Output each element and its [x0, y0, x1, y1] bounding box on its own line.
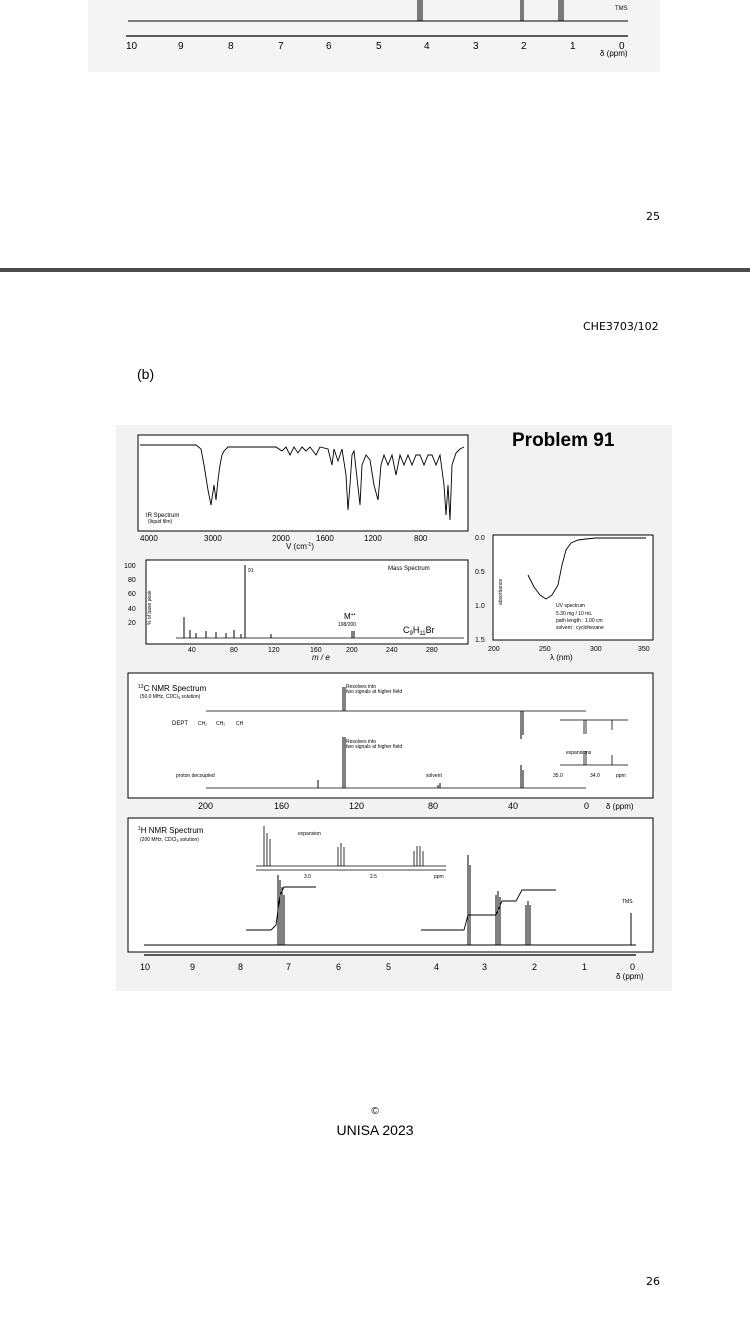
c13-subtitle-text: (50.0 MHz, CDCl: [140, 694, 178, 700]
h1-xtick: 3: [482, 962, 488, 972]
top-tick: 10: [126, 41, 138, 52]
c13-title-sup: 13: [138, 684, 144, 690]
h1-tms-label: TMS: [622, 899, 633, 905]
c13-dept-label: DEPT: [172, 721, 189, 727]
mass-ytick: 100: [124, 563, 136, 570]
mass-ytick: 20: [128, 620, 136, 627]
c13-resolves-note: Resolves into: [346, 684, 377, 690]
uv-xtick: 250: [539, 646, 551, 653]
mass-xtick: 160: [310, 647, 322, 654]
c13-dept-ch2b: CH₂: [216, 721, 226, 727]
copyright-symbol: ©: [371, 1106, 379, 1117]
page-number: 25: [646, 210, 660, 223]
mass-xtick: 120: [268, 647, 280, 654]
ir-axis-label-text: V (cm: [286, 542, 307, 551]
c13-xtick: 80: [428, 801, 439, 811]
uv-xtick: 300: [590, 646, 602, 653]
mass-title: Mass Spectrum: [388, 566, 430, 572]
mass-ytick: 60: [128, 591, 136, 598]
mass-xlabel: m / e: [312, 653, 330, 662]
footer: [0, 1103, 750, 1139]
c13-xtick: 0: [584, 801, 590, 811]
page-divider: [0, 268, 750, 272]
c13-solvent: solvent: [426, 773, 442, 779]
h1-axis-unit: δ (ppm): [616, 972, 644, 981]
ir-tick: 2000: [272, 534, 290, 543]
c13-expansions-label: expansions: [566, 750, 592, 756]
c13-proton-decoupled: proton decoupled: [176, 773, 215, 779]
ir-axis-label-close: ): [311, 542, 315, 551]
ir-sublabel: (liquid film): [148, 519, 173, 525]
top-tick: 9: [178, 41, 184, 52]
uv-xtick: 200: [488, 646, 500, 653]
ir-tick: 4000: [140, 534, 158, 543]
top-tick: 7: [278, 41, 284, 52]
h1-subtitle: [140, 837, 199, 843]
c13-xtick: 120: [349, 801, 365, 811]
formula-sub1: 9: [409, 631, 413, 637]
h1-xtick: 6: [336, 962, 342, 972]
c13-resolves-note: Resolves into: [346, 739, 377, 745]
top-tick: 6: [326, 41, 332, 52]
h1-title-sup: 1: [138, 826, 141, 832]
c13-xtick: 200: [198, 801, 214, 811]
c13-title-text: C NMR Spectrum: [143, 684, 207, 693]
top-tick: 8: [228, 41, 234, 52]
c13-resolves-note: two signals at higher field: [346, 744, 403, 750]
c13-exp-tick: 34.0: [590, 773, 600, 779]
page-number: 26: [646, 1275, 660, 1288]
h1-xtick: 9: [190, 962, 196, 972]
course-code: CHE3703/102: [583, 320, 659, 333]
h1-title: [138, 826, 204, 835]
formula-br: Br: [425, 625, 435, 635]
uv-ytick: 0.0: [475, 535, 485, 542]
c13-dept-ch2: CH₂: [198, 721, 208, 727]
uv-xtick: 350: [638, 646, 650, 653]
top-tick: 5: [376, 41, 382, 52]
mass-peak-label: 91: [248, 568, 254, 574]
top-spectrum-fragment: [88, 0, 660, 72]
uv-xlabel: λ (nm): [550, 653, 573, 662]
h1-xtick: 8: [238, 962, 244, 972]
uv-ytick: 1.5: [475, 637, 485, 644]
mass-ytick: 40: [128, 606, 136, 613]
problem-title: Problem 91: [512, 430, 615, 451]
c13-exp-tick: 35.0: [553, 773, 563, 779]
h1-subtitle-end: solution): [178, 837, 199, 843]
h1-expansion-label: expansion: [298, 831, 321, 837]
ir-tick: 800: [414, 534, 428, 543]
ir-tick: 1600: [316, 534, 334, 543]
spectra-figure: [116, 425, 672, 991]
h1-xtick: 4: [434, 962, 440, 972]
h1-exp-tick: 3.0: [304, 874, 311, 880]
c13-subtitle-end: solution): [180, 694, 201, 700]
h1-subtitle-text: (200 MHz, CDCl: [140, 837, 177, 843]
mass-xtick: 40: [188, 647, 196, 654]
c13-exp-tick: ppm: [616, 773, 626, 779]
c13-xtick: 40: [508, 801, 519, 811]
c13-axis-unit: δ (ppm): [606, 802, 634, 811]
uv-info: UV spectrum: [556, 603, 585, 609]
mass-xtick: 200: [346, 647, 358, 654]
mass-xtick: 80: [230, 647, 238, 654]
mass-ytick: 80: [128, 577, 136, 584]
h1-xtick: 10: [140, 962, 151, 972]
ir-tick: 3000: [204, 534, 222, 543]
h1-exp-tick: 2.5: [370, 874, 377, 880]
uv-ytick: 0.5: [475, 569, 485, 576]
h1-xtick: 7: [286, 962, 292, 972]
uv-info: path length : 1.00 cm: [556, 618, 603, 624]
h1-xtick: 0: [630, 962, 636, 972]
mass-ylabel: % of base peak: [147, 590, 153, 625]
mass-mplus-values: 198/200: [338, 622, 357, 628]
h1-title-text: H NMR Spectrum: [140, 826, 204, 835]
uv-info: 5.30 mg / 10 mL: [556, 611, 593, 617]
top-tick: 3: [473, 41, 479, 52]
h1-xtick: 5: [386, 962, 392, 972]
mass-xtick: 240: [386, 647, 398, 654]
mass-mplus-sup: +•: [350, 612, 356, 618]
top-tick: 2: [521, 41, 527, 52]
top-tick: 1: [570, 41, 576, 52]
mass-mplus-text: M: [344, 612, 351, 621]
c13-dept-ch: CH: [236, 721, 244, 727]
footer-org: UNISA 2023: [336, 1122, 414, 1138]
uv-ylabel: absorbance: [498, 578, 504, 605]
ir-axis-label-sup: -1: [306, 542, 312, 548]
formula-c: C: [403, 625, 410, 635]
h1-xtick: 1: [582, 962, 588, 972]
c13-resolves-note: two signals at higher field: [346, 689, 403, 695]
top-tms-label: TMS: [615, 6, 628, 12]
h1-xtick: 2: [532, 962, 538, 972]
h1-subtitle-sub: 3: [176, 838, 179, 843]
c13-nmr-spectrum: [128, 673, 653, 811]
ir-label: IR Spectrum: [146, 513, 180, 519]
formula-sub2: 11: [419, 631, 426, 637]
uv-ytick: 1.0: [475, 603, 485, 610]
c13-xtick: 160: [274, 801, 290, 811]
top-axis-unit: δ (ppm): [600, 49, 628, 58]
c13-title: [138, 684, 207, 693]
top-tick: 0: [619, 41, 625, 52]
part-label: (b): [137, 366, 155, 382]
ir-tick: 1200: [364, 534, 382, 543]
top-tick: 4: [424, 41, 430, 52]
c13-subtitle-sub: 3: [177, 695, 181, 700]
formula-h: H: [412, 625, 420, 635]
mass-xtick: 280: [426, 647, 438, 654]
c13-subtitle: [140, 694, 201, 700]
h1-exp-tick: ppm: [434, 874, 444, 880]
uv-info: solvent : cyclohexane: [556, 625, 604, 631]
